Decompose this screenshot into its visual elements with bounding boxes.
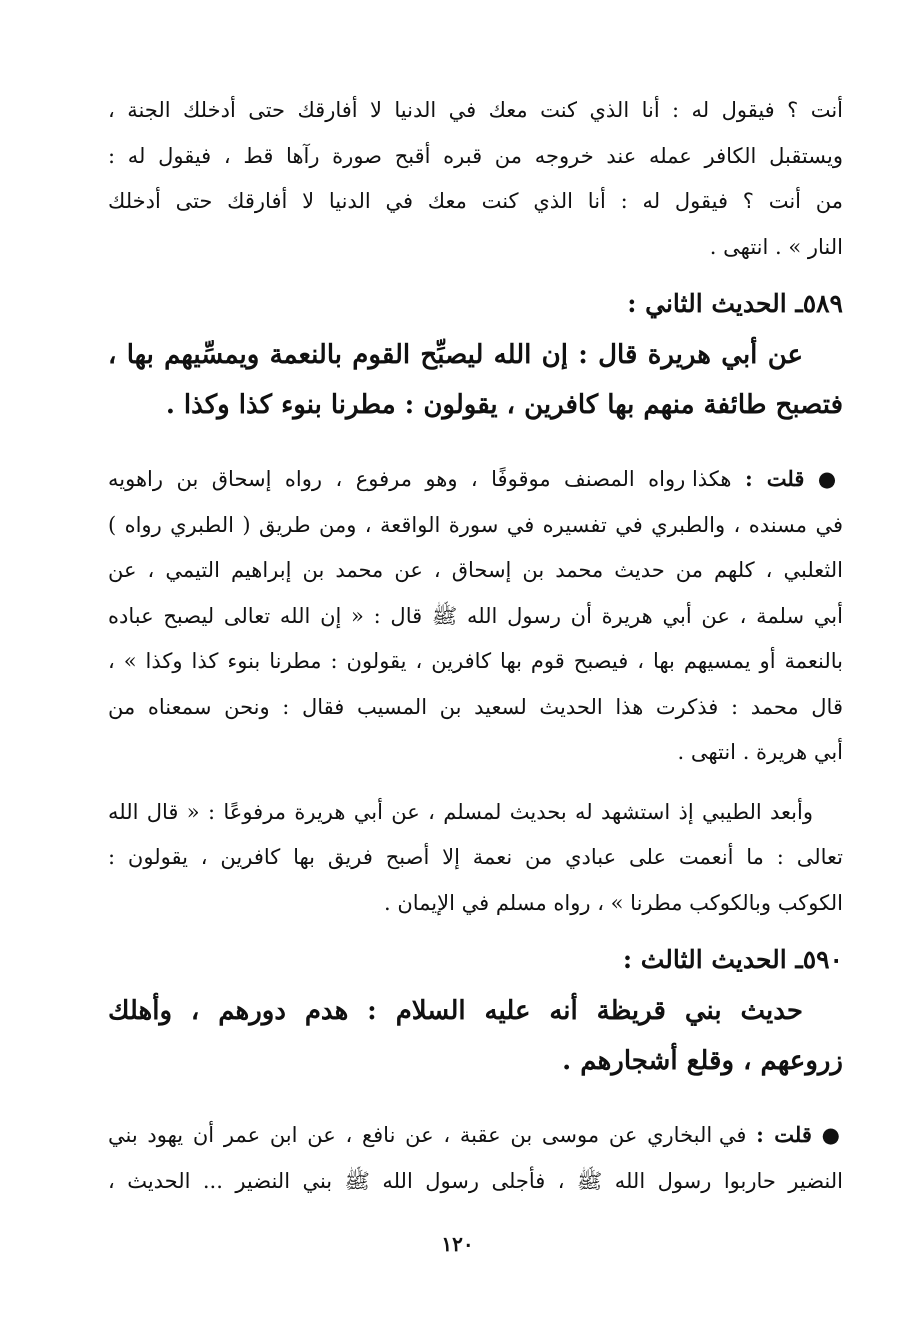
bullet-icon: ● <box>821 1122 843 1147</box>
text-line: أبي سلمة ، عن أبي هريرة أن رسول الله ﷺ قال : « إن الله تعالى ليصبح عباده <box>108 603 843 628</box>
matn-line: زروعهم ، وقلع أشجارهم . <box>562 1046 843 1076</box>
page-number: ١٢٠ <box>441 1232 474 1256</box>
hadith-589-comment <box>108 456 843 776</box>
text-line: الثعلبي ، كلهم من حديث محمد بن إسحاق ، عن محمد بن إبراهيم التيمي ، عن <box>108 558 843 582</box>
matn-line: حديث بني قريظة أنه عليه السلام : هدم دورهم ، وأهلك <box>108 996 803 1026</box>
text-line: وأبعد الطيبي إذ استشهد له بحديث لمسلم ، عن أبي هريرة مرفوعًا : « قال الله <box>108 799 813 824</box>
text-line: قال محمد : فذكرت هذا الحديث لسعيد بن المسيب فقال : ونحن سمعناه من <box>108 694 843 719</box>
text-line: تعالى : ما أنعمت على عبادي من نعمة إلا أصبح فريق بها كافرين ، يقولون : <box>108 845 843 869</box>
bullet-icon: ● <box>817 466 843 491</box>
hadith-589-note <box>108 790 843 927</box>
matn-line: عن أبي هريرة قال : إن الله ليصبِّح القوم بالنعمة ويمسِّيهم بها ، <box>108 340 803 370</box>
text-line: ويستقبل الكافر عمله عند خروجه من قبره أقبح صورة رآها قط ، فيقول له : <box>108 143 843 168</box>
hadith-590-heading: ٥٩٠ـ الحديث الثالث : <box>622 945 843 974</box>
hadith-590-comment <box>108 1112 843 1204</box>
hadith-590-matn <box>108 986 843 1086</box>
text-line: النار » . انتهى . <box>709 234 843 259</box>
comment-label: قلت : <box>744 466 805 491</box>
text-line <box>108 456 843 503</box>
text-line: أنت ؟ فيقول له : أنا الذي كنت معك في الدنيا لا أفارقك حتى أدخلك الجنة ، <box>108 98 843 122</box>
hadith-589-heading: ٥٨٩ـ الحديث الثاني : <box>627 289 843 318</box>
hadith-589-matn <box>108 330 843 430</box>
text-line: أبي هريرة . انتهى . <box>677 740 843 764</box>
text-line: النضير حاربوا رسول الله ﷺ ، فأجلى رسول الله ﷺ بني النضير ... الحديث ، <box>108 1168 843 1193</box>
matn-line: فتصبح طائفة منهم بها كافرين ، يقولون : مطرنا بنوء كذا وكذا . <box>165 390 843 420</box>
text-line: بالنعمة أو يمسيهم بها ، فيصبح قوم بها كافرين ، يقولون : مطرنا بنوء كذا وكذا » ، <box>108 649 843 673</box>
book-page <box>108 88 843 1204</box>
text-line: من أنت ؟ فيقول له : أنا الذي كنت معك في الدنيا لا أفارقك حتى أدخلك <box>108 189 843 213</box>
text-line <box>108 1112 843 1159</box>
continuation-paragraph <box>108 88 843 270</box>
text-line: الكوكب وبالكوكب مطرنا » ، رواه مسلم في الإيمان . <box>383 890 843 915</box>
comment-text: في البخاري عن موسى بن عقبة ، عن نافع ، عن ابن عمر أن يهود بني <box>108 1123 747 1147</box>
comment-text: هكذا رواه المصنف موقوفًا ، وهو مرفوع ، رواه إسحاق بن راهويه <box>108 467 732 491</box>
text-line: في مسنده ، والطبري في تفسيره في سورة الواقعة ، ومن طريق ( الطبري رواه ) <box>108 512 843 537</box>
comment-label: قلت : <box>756 1122 812 1147</box>
